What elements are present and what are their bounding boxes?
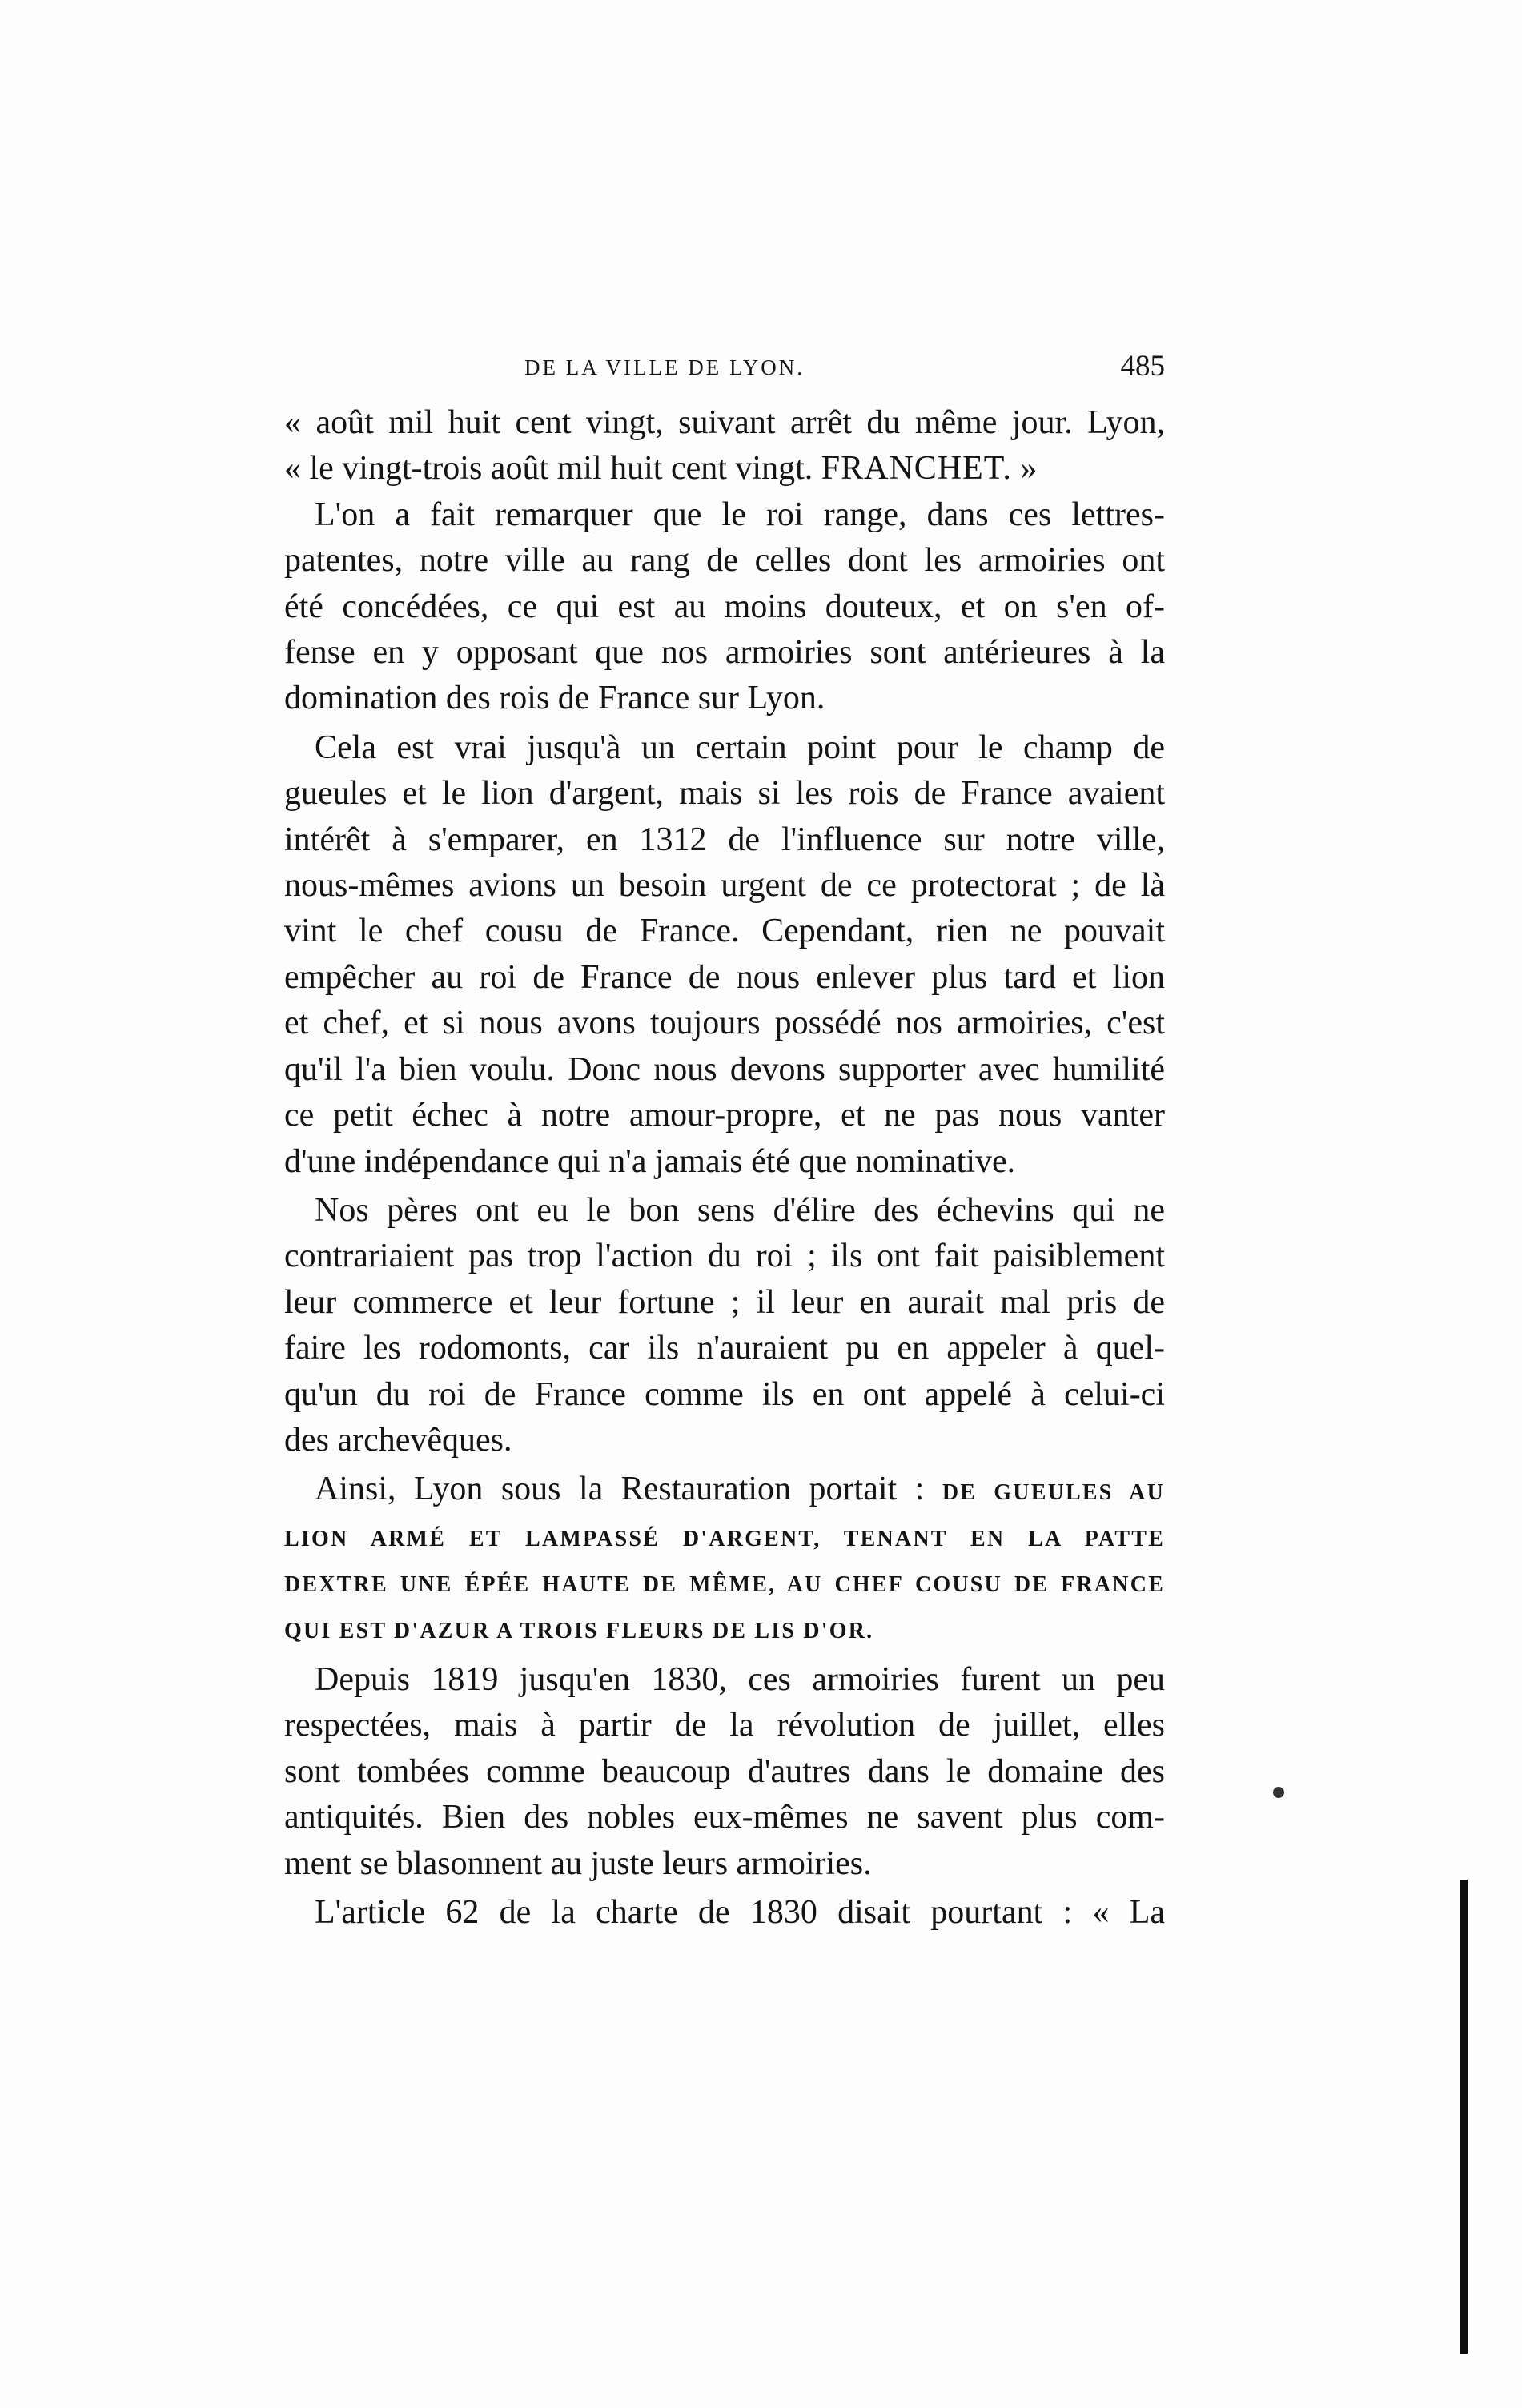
blazon-line: QUI EST D'AZUR A TROIS FLEURS DE LIS D'OR. bbox=[284, 1618, 874, 1643]
text-line: des archevêques. bbox=[284, 1421, 512, 1459]
signature-name: FRANCHET. bbox=[821, 450, 1012, 488]
text-line: ce petit échec à notre amour-propre, et ne pas nous vanter bbox=[284, 1097, 1165, 1134]
text-line: sont tombées comme beaucoup d'autres dans le domaine des bbox=[284, 1752, 1165, 1790]
text-fragment: « le vingt-trois août mil huit cent vingt. bbox=[284, 450, 813, 488]
page-number: 485 bbox=[1120, 350, 1165, 383]
text-line: vint le chef cousu de France. Cependant, rien ne pouvait bbox=[284, 913, 1165, 950]
text-line: respectées, mais à partir de la révolution de juillet, elles bbox=[284, 1707, 1165, 1744]
scan-edge-rule bbox=[1460, 1880, 1468, 2354]
text-line: Depuis 1819 jusqu'en 1830, ces armoiries furent un peu bbox=[315, 1660, 1165, 1698]
blazon-line: LION ARMÉ ET LAMPASSÉ D'ARGENT, TENANT EN LA PATTE bbox=[284, 1526, 1165, 1551]
text-line bbox=[284, 1467, 1165, 1515]
body-text bbox=[284, 400, 1165, 1936]
ink-speck bbox=[1273, 1787, 1284, 1798]
text-line: nous-mêmes avions un besoin urgent de ce protectorat ; de là bbox=[284, 867, 1165, 905]
text-line: Cela est vrai jusqu'à un certain point pour le champ de bbox=[315, 728, 1165, 766]
text-line: L'article 62 de la charte de 1830 disait pourtant : « La bbox=[315, 1894, 1165, 1931]
text-line: été concédées, ce qui est au moins douteux, et on s'en of- bbox=[284, 588, 1165, 625]
text-line: leur commerce et leur fortune ; il leur en aurait mal pris de bbox=[284, 1283, 1165, 1321]
text-line: patentes, notre ville au rang de celles dont les armoiries ont bbox=[284, 542, 1165, 580]
text-line: faire les rodomonts, car ils n'auraient pu en appeler à quel- bbox=[284, 1330, 1165, 1367]
text-line: d'une indépendance qui n'a jamais été que nominative. bbox=[284, 1142, 1016, 1180]
text-line: intérêt à s'emparer, en 1312 de l'influence sur notre ville, bbox=[284, 821, 1165, 858]
running-title: DE LA VILLE DE LYON. bbox=[524, 355, 805, 379]
text-line: contrariaient pas trop l'action du roi ; ils ont fait paisiblement bbox=[284, 1238, 1165, 1275]
paragraph-article bbox=[284, 1890, 1165, 1936]
text-line: antiquités. Bien des nobles eux-mêmes ne savent plus com- bbox=[284, 1799, 1165, 1836]
text-line: fense en y opposant que nos armoiries sont antérieures à la bbox=[284, 634, 1165, 672]
text-line bbox=[284, 446, 1165, 492]
text-line: domination des rois de France sur Lyon. bbox=[284, 680, 825, 717]
text-line: gueules et le lion d'argent, mais si les rois de France avaient bbox=[284, 775, 1165, 813]
paragraph-peres bbox=[284, 1188, 1165, 1463]
paragraph-blazon bbox=[284, 1467, 1165, 1654]
paragraph-letter-end bbox=[284, 400, 1165, 492]
text-fragment: Ainsi, Lyon sous la Restauration portait : bbox=[315, 1471, 925, 1508]
text-line: qu'un du roi de France comme ils en ont appelé à celui-ci bbox=[284, 1375, 1165, 1413]
text-line: qu'il l'a bien voulu. Donc nous devons supporter avec humilité bbox=[284, 1050, 1165, 1088]
blazon-line: DEXTRE UNE ÉPÉE HAUTE DE MÊME, AU CHEF COUSU DE FRANCE bbox=[284, 1572, 1165, 1598]
page-header bbox=[284, 352, 1165, 400]
text-line: Nos pères ont eu le bon sens d'élire des échevins qui ne bbox=[315, 1191, 1165, 1229]
text-fragment: » bbox=[1020, 450, 1038, 488]
blazon-text: DE GUEULES AU bbox=[942, 1480, 1165, 1506]
text-line: « août mil huit cent vingt, suivant arrêt du même jour. Lyon, bbox=[284, 404, 1165, 441]
paragraph-remark bbox=[284, 492, 1165, 722]
text-line: et chef, et si nous avons toujours possédé nos armoiries, c'est bbox=[284, 1005, 1165, 1042]
paragraph-depuis bbox=[284, 1657, 1165, 1887]
text-line: empêcher au roi de France de nous enlever plus tard et lion bbox=[284, 958, 1165, 996]
text-line: ment se blasonnent au juste leurs armoiries. bbox=[284, 1844, 872, 1882]
text-line: L'on a fait remarquer que le roi range, dans ces lettres- bbox=[315, 496, 1165, 533]
paragraph-cela bbox=[284, 725, 1165, 1185]
